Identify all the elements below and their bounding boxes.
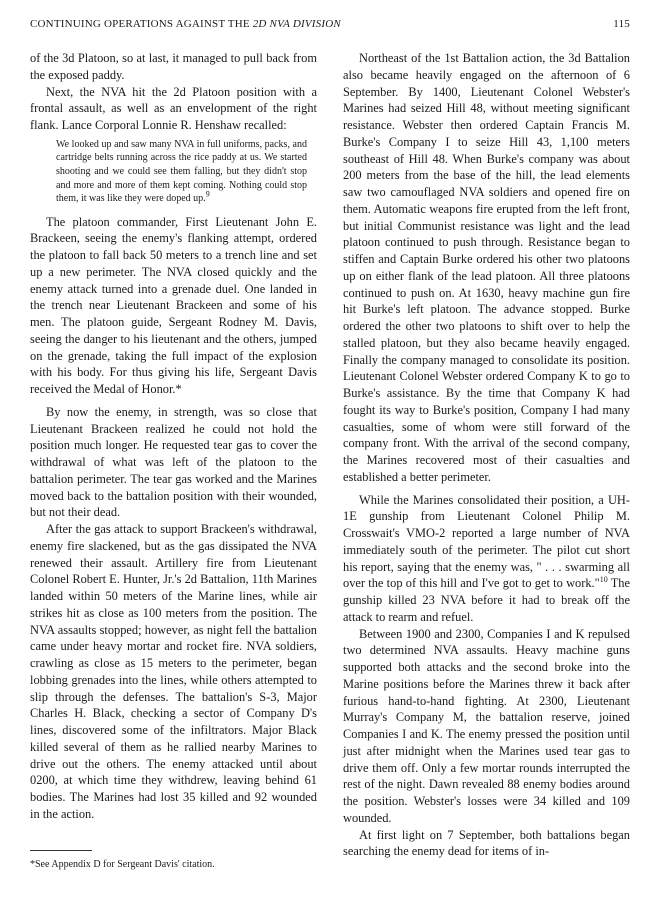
paragraph: Between 1900 and 2300, Companies I and K repulsed two determined NVA assaults. Heavy machine guns supported both attacks and the second broke into the Marine positions before the Marines threw it back after furious hand-to-hand fighting. At 2300, Lieutenant Murray's Company M, the battalion reserve, joined Companies I and K. The enemy pressed the position until just after midnight when the Marines used tear gas to drive them off. Only a few mortar rounds interrupted the rest of the night. Dawn revealed 88 enemy bodies around the position. Webster's losses were 34 killed and 109 wounded.: [343, 626, 630, 825]
paragraph: At first light on 7 September, both battalions began searching the enemy dead for items of in-: [343, 827, 630, 859]
right-column: [343, 50, 630, 860]
footnote-rule: [30, 850, 92, 851]
page-number: 115: [613, 18, 630, 30]
footnote-reference: 9: [205, 189, 210, 199]
paragraph: [343, 492, 630, 626]
header-title-italic: 2D NVA DIVISION: [252, 18, 341, 30]
header-title: [30, 18, 341, 30]
paragraph-text: While the Marines consolidated their position, a UH-1E gunship from Lieutenant Colonel Philip M. Crosswait's VMO-2 reported a large number of NVA immediately south of the perimeter. The pilot cut short his report, saying that the enemy was, " . . . swarming all over the top of this hill and I've got to get to work.": [343, 492, 630, 591]
paragraph-text: The gunship killed 23 NVA before it had to break off the attack to rearm and refuel.: [343, 576, 631, 624]
left-column: [30, 50, 317, 823]
footnote-reference: 10: [599, 575, 608, 585]
block-quote: [56, 138, 307, 206]
paragraph: By now the enemy, in strength, was so close that Lieutenant Brackeen realized he could not hold the position much longer. He requested tear gas to cover the withdrawal of what was left of the platoon to the battalion perimeter. The tear gas worked and the Marines moved back to the battalion position with their wounded, but not their dead.: [30, 404, 317, 520]
block-quote-text: [56, 138, 307, 206]
running-header: [30, 18, 630, 34]
paragraph: Northeast of the 1st Battalion action, the 3d Battalion also became heavily engaged on the afternoon of 6 September. By 1400, Lieutenant Colonel Webster's Marines had seized Hill 48, without meeting significant resistance. Webster then ordered Captain Francis M. Burke's Company I to seize Hill 43, 1,100 meters southeast of Hill 48. When Burke's company was about 200 meters from the base of the hill, the lead elements saw two camouflaged NVA soldiers and opened fire on them. Automatic weapons fire erupted from the left front, but initial Communist resistance was light and the lead platoon continued to push through. Resistance began to stiffen and Captain Burke ordered his other two platoons up on either flank of the lead platoon. All three platoons continued to push on. At 1630, heavy machine gun fire hit Burke's left platoon. The advance stopped. Burke ordered the other two platoons to shift over to help the stalled platoon, but they also became heavily engaged. Finally the company managed to consolidate its position. Lieutenant Colonel Webster ordered Company K to go to Burke's assistance. By the time that Company K had fought its way to Burke's position, Company I had many casualties, some of whom were still forward of the company front. With the arrival of the second company, the Marines recovered most of their casualties and established a better perimeter.: [343, 51, 630, 484]
header-title-prefix: CONTINUING OPERATIONS AGAINST THE: [30, 18, 253, 30]
paragraph: Next, the NVA hit the 2d Platoon position with a frontal assault, as well as an envelopment of the right flank. Lance Corporal Lonnie R. Henshaw recalled:: [30, 84, 317, 132]
paragraph: After the gas attack to support Brackeen's withdrawal, enemy fire slackened, but as the gas dissipated the NVA renewed their assault. Artillery fire from Lieutenant Colonel Robert E. Hunter, Jr.'s 2d Battalion, 11th Marines landed within 50 meters of the Marine lines, while air strikes hit as close as 100 meters from the position. The NVA assaults stopped; however, as night fell the battalion came under heavy mortar and rocket fire. NVA soldiers, crawling as close as 15 meters to the perimeter, began lobbing grenades into the lines, while others attempted to slip through the defenses. The battalion's S-3, Major Charles H. Black, checking a sector of Company D's lines, discovered some of the infiltrators. Major Black killed several of them as he rallied nearby Marines to drive out the others. The enemy attacked until about 0200, at which time they withdrew, leaving behind 61 bodies. The Marines had lost 35 killed and 92 wounded in the action.: [30, 522, 317, 821]
paragraph: of the 3d Platoon, so at last, it managed to pull back from the exposed paddy.: [30, 51, 317, 82]
footnote: *See Appendix D for Sergeant Davis' citation.: [30, 859, 215, 870]
paragraph: The platoon commander, First Lieutenant John E. Brackeen, seeing the enemy's flanking attempt, ordered the platoon to fall back 50 meters to a trench line and set up a new perimeter. The NVA closed quickly and the enemy attack turned into a grenade duel. One landed in the trench near Lieutenant Brackeen and some of his men. The platoon guide, Sergeant Rodney M. Davis, seeing the danger to his lieutenant and the others, jumped on the grenade, taking the full impact of the explosion with his body. For thus giving his life, Sergeant Davis received the Medal of Honor.*: [30, 214, 317, 397]
quote-text: We looked up and saw many NVA in full uniforms, packs, and cartridge belts running across the rice paddy at us. We started shooting and we could see them falling, but they didn't stop and more and more of them kept coming. Nothing could stop them, it was like they were doped up.: [56, 138, 307, 205]
